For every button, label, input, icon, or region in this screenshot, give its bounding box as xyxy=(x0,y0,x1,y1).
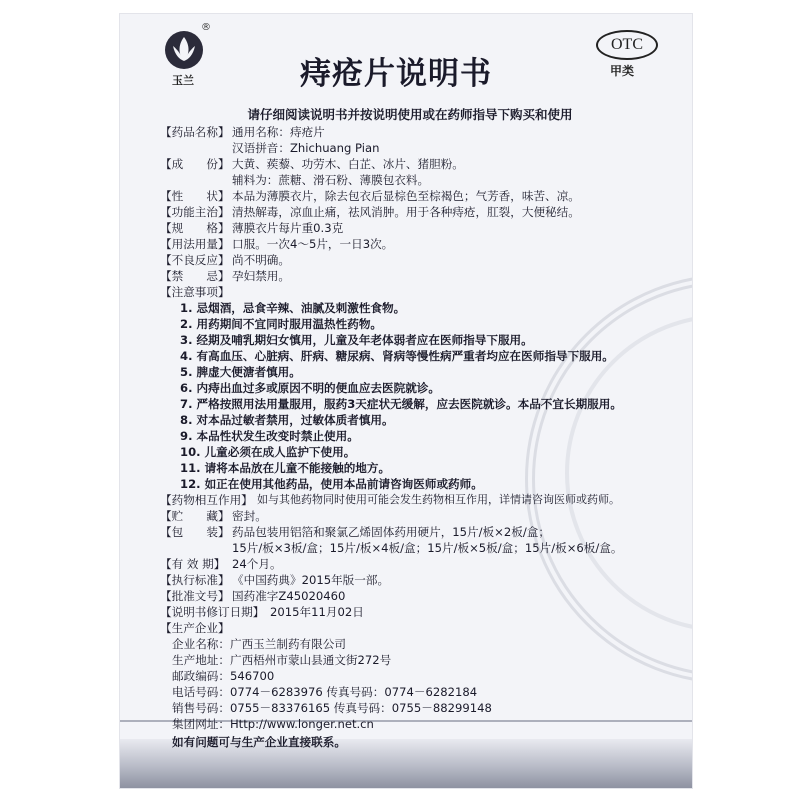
indications-value: 清热解毒，凉血止痛，祛风消肿。用于各种痔疮，肛裂，大便秘结。 xyxy=(232,205,580,219)
precaution-item: 7. 严格按照用法用量服用，服药3天症状无缓解，应去医院就诊。本品不宜长期服用。 xyxy=(180,397,622,411)
properties-value: 本品为薄膜衣片，除去包衣后显棕色至棕褐色；气芳香，味苦、凉。 xyxy=(232,189,580,203)
contraindications-value: 孕妇禁用。 xyxy=(232,269,290,283)
precaution-item: 5. 脾虚大便溏者慎用。 xyxy=(180,365,301,379)
precaution-item: 1. 忌烟酒，忌食辛辣、油腻及刺激性食物。 xyxy=(180,301,406,315)
brand-name: 玉兰 xyxy=(172,74,194,87)
label-approval: 【批准文号】 xyxy=(160,589,230,603)
excipients-value: 辅料为：蔗糖、滑石粉、薄膜包衣料。 xyxy=(232,173,430,187)
label-ingredients: 【成 份】 xyxy=(160,157,230,171)
label-validity: 【有 效 期】 xyxy=(160,557,226,571)
revision-date-value: 2015年11月02日 xyxy=(270,605,364,619)
usage-notice: 请仔细阅读说明书并按说明使用或在药师指导下购买和使用 xyxy=(247,107,573,122)
precaution-item: 9. 本品性状发生改变时禁止使用。 xyxy=(180,429,359,443)
magnolia-logo-icon xyxy=(164,30,204,70)
label-interactions: 【药物相互作用】 xyxy=(160,493,253,507)
specification-value: 薄膜衣片每片重0.3克 xyxy=(232,221,344,235)
label-precautions: 【注意事项】 xyxy=(160,285,230,299)
pinyin-name: 汉语拼音：Zhichuang Pian xyxy=(232,141,380,155)
precaution-item: 11. 请将本品放在儿童不能接触的地方。 xyxy=(180,461,391,475)
label-indications: 【功能主治】 xyxy=(160,205,230,219)
label-properties: 【性 状】 xyxy=(160,189,230,203)
precaution-item: 6. 内痔出血过多或原因不明的便血应去医院就诊。 xyxy=(180,381,440,395)
precaution-item: 10. 儿童必须在成人监护下使用。 xyxy=(180,445,356,459)
label-dosage: 【用法用量】 xyxy=(160,237,230,251)
precaution-item: 2. 用药期间不宜同时服用温热性药物。 xyxy=(180,317,383,331)
ingredients-value: 大黄、蒺藜、功劳木、白芷、冰片、猪胆粉。 xyxy=(232,157,464,171)
storage-value: 密封。 xyxy=(232,509,267,523)
manufacturer-website: 集团网址：Http://www.longer.net.cn xyxy=(172,717,374,731)
otc-badge: OTC xyxy=(596,30,658,60)
manufacturer-name: 企业名称：广西玉兰制药有限公司 xyxy=(172,637,346,651)
approval-value: 国药准字Z45020460 xyxy=(232,589,346,603)
precaution-item: 3. 经期及哺乳期妇女慎用，儿童及年老体弱者应在医师指导下服用。 xyxy=(180,333,533,347)
packaging-line-2: 15片/板×3板/盒；15片/板×4板/盒；15片/板×5板/盒；15片/板×6板/盒。 xyxy=(232,541,623,555)
document-title: 痔疮片说明书 xyxy=(300,56,492,92)
label-adverse-reactions: 【不良反应】 xyxy=(160,253,230,267)
precaution-item: 12. 如正在使用其他药品，使用本品前请咨询医师或药师。 xyxy=(180,477,483,491)
label-standard: 【执行标准】 xyxy=(160,573,230,587)
label-drug-name: 【药品名称】 xyxy=(160,125,230,139)
otc-category: 甲类 xyxy=(610,64,635,78)
registered-mark: ® xyxy=(201,22,211,33)
label-revision-date: 【说明书修订日期】 xyxy=(160,605,265,619)
manufacturer-postcode: 邮政编码：546700 xyxy=(172,669,275,683)
precaution-item: 8. 对本品过敏者禁用，过敏体质者慎用。 xyxy=(180,413,394,427)
label-specification: 【规 格】 xyxy=(160,221,230,235)
packaging-line-1: 药品包装用铝箔和聚氯乙烯固体药用硬片，15片/板×2板/盒； xyxy=(232,525,550,539)
precaution-item: 4. 有高血压、心脏病、肝病、糖尿病、肾病等慢性病严重者均应在医师指导下服用。 xyxy=(180,349,614,363)
manufacturer-phone: 电话号码：0774－6283976 传真号码：0774－6282184 xyxy=(172,685,478,699)
manufacturer-sales: 销售号码：0755－83376165 传真号码：0755－88299148 xyxy=(172,701,492,715)
generic-name: 通用名称：痔疮片 xyxy=(232,125,325,139)
label-contraindications: 【禁 忌】 xyxy=(160,269,230,283)
label-packaging: 【包 装】 xyxy=(160,525,230,539)
dosage-value: 口服。一次4～5片，一日3次。 xyxy=(232,237,394,251)
interactions-value: 如与其他药物同时使用可能会发生药物相互作用，详情请咨询医师或药师。 xyxy=(257,493,620,506)
adverse-value: 尚不明确。 xyxy=(232,253,290,267)
validity-value: 24个月。 xyxy=(232,557,282,571)
contact-footer: 如有问题可与生产企业直接联系。 xyxy=(172,735,346,749)
label-storage: 【贮 藏】 xyxy=(160,509,230,523)
standard-value: 《中国药典》2015年版一部。 xyxy=(232,573,390,587)
manufacturer-address: 生产地址：广西梧州市蒙山县通文街272号 xyxy=(172,653,392,667)
label-manufacturer: 【生产企业】 xyxy=(160,621,230,635)
